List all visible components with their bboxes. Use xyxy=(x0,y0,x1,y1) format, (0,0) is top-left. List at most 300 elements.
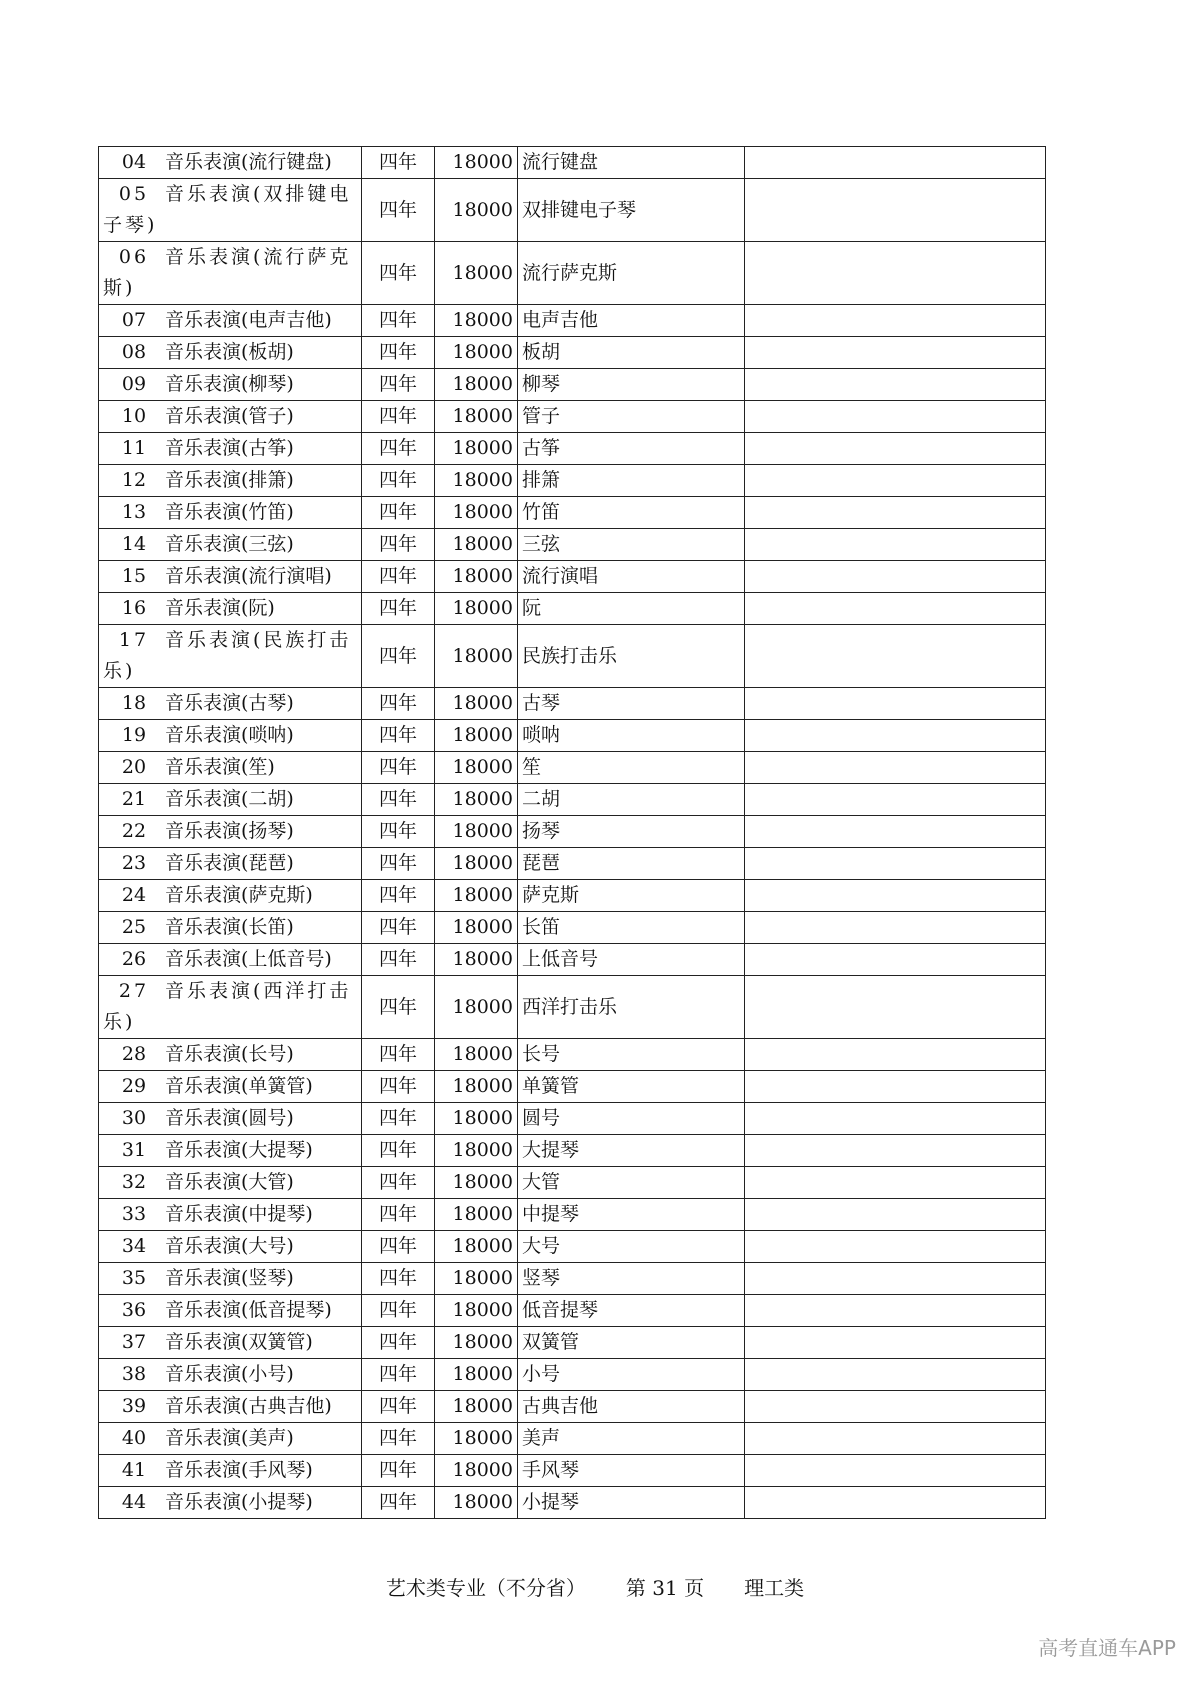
years-cell: 四年 xyxy=(362,720,435,752)
fee-cell: 18000 xyxy=(435,816,518,848)
fee-cell: 18000 xyxy=(435,880,518,912)
major-cell xyxy=(99,1263,362,1295)
years-cell: 四年 xyxy=(362,337,435,369)
years-cell: 四年 xyxy=(362,242,435,305)
table-row xyxy=(99,1231,1046,1263)
note-cell xyxy=(745,305,1046,337)
table-row xyxy=(99,1455,1046,1487)
years-cell: 四年 xyxy=(362,816,435,848)
fee-cell: 18000 xyxy=(435,1487,518,1519)
note-cell xyxy=(745,1039,1046,1071)
major-name: 音乐表演(西洋打击乐) xyxy=(103,980,352,1033)
note-cell xyxy=(745,1199,1046,1231)
major-name: 音乐表演(低音提琴) xyxy=(165,1299,332,1321)
fee-cell: 18000 xyxy=(435,784,518,816)
note-cell xyxy=(745,784,1046,816)
years-cell: 四年 xyxy=(362,369,435,401)
table-row xyxy=(99,720,1046,752)
years-cell: 四年 xyxy=(362,1391,435,1423)
major-code: 33 xyxy=(121,1203,147,1225)
major-cell xyxy=(99,242,362,305)
direction-cell: 流行演唱 xyxy=(518,561,745,593)
major-code: 13 xyxy=(121,501,147,523)
note-cell xyxy=(745,561,1046,593)
major-cell xyxy=(99,1103,362,1135)
major-name: 音乐表演(竖琴) xyxy=(165,1267,294,1289)
table-row xyxy=(99,625,1046,688)
fee-cell: 18000 xyxy=(435,305,518,337)
fee-cell: 18000 xyxy=(435,688,518,720)
fee-cell: 18000 xyxy=(435,465,518,497)
table-row xyxy=(99,1039,1046,1071)
major-cell xyxy=(99,147,362,179)
table-row xyxy=(99,242,1046,305)
direction-cell: 笙 xyxy=(518,752,745,784)
direction-cell: 扬琴 xyxy=(518,816,745,848)
major-code: 38 xyxy=(121,1363,147,1385)
direction-cell: 长笛 xyxy=(518,912,745,944)
major-cell xyxy=(99,1391,362,1423)
table-row xyxy=(99,1071,1046,1103)
direction-cell: 大提琴 xyxy=(518,1135,745,1167)
direction-cell: 竹笛 xyxy=(518,497,745,529)
note-cell xyxy=(745,401,1046,433)
major-name: 音乐表演(萨克斯) xyxy=(165,884,313,906)
direction-cell: 流行萨克斯 xyxy=(518,242,745,305)
major-code: 44 xyxy=(121,1491,147,1513)
major-code: 14 xyxy=(121,533,147,555)
note-cell xyxy=(745,433,1046,465)
major-cell xyxy=(99,1327,362,1359)
major-name: 音乐表演(美声) xyxy=(165,1427,294,1449)
note-cell xyxy=(745,752,1046,784)
note-cell xyxy=(745,1071,1046,1103)
table-row xyxy=(99,912,1046,944)
major-cell xyxy=(99,880,362,912)
note-cell xyxy=(745,1423,1046,1455)
direction-cell: 小号 xyxy=(518,1359,745,1391)
major-cell xyxy=(99,1359,362,1391)
direction-cell: 西洋打击乐 xyxy=(518,976,745,1039)
major-cell xyxy=(99,497,362,529)
years-cell: 四年 xyxy=(362,179,435,242)
years-cell: 四年 xyxy=(362,784,435,816)
direction-cell: 排箫 xyxy=(518,465,745,497)
fee-cell: 18000 xyxy=(435,147,518,179)
major-name: 音乐表演(长笛) xyxy=(165,916,294,938)
years-cell: 四年 xyxy=(362,625,435,688)
major-name: 音乐表演(小提琴) xyxy=(165,1491,313,1513)
major-name: 音乐表演(笙) xyxy=(165,756,275,778)
table-row xyxy=(99,465,1046,497)
table-row xyxy=(99,1263,1046,1295)
major-cell xyxy=(99,1039,362,1071)
major-cell xyxy=(99,1455,362,1487)
years-cell: 四年 xyxy=(362,1071,435,1103)
fee-cell: 18000 xyxy=(435,593,518,625)
years-cell: 四年 xyxy=(362,1359,435,1391)
major-cell xyxy=(99,1199,362,1231)
fee-cell: 18000 xyxy=(435,1071,518,1103)
major-name: 音乐表演(排箫) xyxy=(165,469,294,491)
major-cell xyxy=(99,720,362,752)
note-cell xyxy=(745,1455,1046,1487)
major-name: 音乐表演(圆号) xyxy=(165,1107,294,1129)
major-code: 39 xyxy=(121,1395,147,1417)
table-row xyxy=(99,337,1046,369)
major-code: 08 xyxy=(121,341,147,363)
years-cell: 四年 xyxy=(362,1327,435,1359)
note-cell xyxy=(745,1487,1046,1519)
direction-cell: 手风琴 xyxy=(518,1455,745,1487)
major-cell xyxy=(99,1167,362,1199)
table-row xyxy=(99,1359,1046,1391)
fee-cell: 18000 xyxy=(435,179,518,242)
major-code: 20 xyxy=(121,756,147,778)
major-name: 音乐表演(古琴) xyxy=(165,692,294,714)
note-cell xyxy=(745,816,1046,848)
table-row xyxy=(99,816,1046,848)
major-cell xyxy=(99,179,362,242)
table-row xyxy=(99,1327,1046,1359)
major-name: 音乐表演(流行键盘) xyxy=(165,151,332,173)
table-row xyxy=(99,1423,1046,1455)
fee-cell: 18000 xyxy=(435,1039,518,1071)
table-row xyxy=(99,784,1046,816)
major-code: 27 xyxy=(118,980,150,1002)
major-code: 04 xyxy=(121,151,147,173)
major-cell xyxy=(99,305,362,337)
note-cell xyxy=(745,147,1046,179)
note-cell xyxy=(745,1167,1046,1199)
years-cell: 四年 xyxy=(362,880,435,912)
major-code: 28 xyxy=(121,1043,147,1065)
major-code: 35 xyxy=(121,1267,147,1289)
major-code: 24 xyxy=(121,884,147,906)
major-code: 17 xyxy=(118,629,150,651)
major-code: 23 xyxy=(121,852,147,874)
major-cell xyxy=(99,1231,362,1263)
major-cell xyxy=(99,1487,362,1519)
fee-cell: 18000 xyxy=(435,848,518,880)
years-cell: 四年 xyxy=(362,912,435,944)
direction-cell: 板胡 xyxy=(518,337,745,369)
major-cell xyxy=(99,401,362,433)
major-code: 11 xyxy=(121,437,147,459)
major-cell xyxy=(99,593,362,625)
note-cell xyxy=(745,179,1046,242)
major-cell xyxy=(99,465,362,497)
years-cell: 四年 xyxy=(362,848,435,880)
direction-cell: 管子 xyxy=(518,401,745,433)
major-code: 31 xyxy=(121,1139,147,1161)
years-cell: 四年 xyxy=(362,1423,435,1455)
years-cell: 四年 xyxy=(362,1199,435,1231)
major-name: 音乐表演(双排键电子琴) xyxy=(103,183,352,236)
table-row xyxy=(99,561,1046,593)
direction-cell: 古筝 xyxy=(518,433,745,465)
note-cell xyxy=(745,369,1046,401)
fee-cell: 18000 xyxy=(435,1423,518,1455)
major-name: 音乐表演(板胡) xyxy=(165,341,294,363)
major-code: 21 xyxy=(121,788,147,810)
note-cell xyxy=(745,1135,1046,1167)
note-cell xyxy=(745,688,1046,720)
major-name: 音乐表演(大提琴) xyxy=(165,1139,313,1161)
years-cell: 四年 xyxy=(362,752,435,784)
major-name: 音乐表演(扬琴) xyxy=(165,820,294,842)
table-row xyxy=(99,1167,1046,1199)
direction-cell: 中提琴 xyxy=(518,1199,745,1231)
major-code: 34 xyxy=(121,1235,147,1257)
note-cell xyxy=(745,880,1046,912)
major-name: 音乐表演(古筝) xyxy=(165,437,294,459)
direction-cell: 大号 xyxy=(518,1231,745,1263)
table-row xyxy=(99,944,1046,976)
major-name: 音乐表演(手风琴) xyxy=(165,1459,313,1481)
direction-cell: 双簧管 xyxy=(518,1327,745,1359)
major-name: 音乐表演(管子) xyxy=(165,405,294,427)
direction-cell: 竖琴 xyxy=(518,1263,745,1295)
major-code: 12 xyxy=(121,469,147,491)
direction-cell: 琵琶 xyxy=(518,848,745,880)
direction-cell: 古琴 xyxy=(518,688,745,720)
major-code: 30 xyxy=(121,1107,147,1129)
major-code: 09 xyxy=(121,373,147,395)
direction-cell: 流行键盘 xyxy=(518,147,745,179)
major-name: 音乐表演(小号) xyxy=(165,1363,294,1385)
major-cell xyxy=(99,625,362,688)
years-cell: 四年 xyxy=(362,976,435,1039)
fee-cell: 18000 xyxy=(435,1455,518,1487)
major-cell xyxy=(99,561,362,593)
footer-page-number: 第 31 页 xyxy=(625,1576,705,1600)
table-row xyxy=(99,593,1046,625)
years-cell: 四年 xyxy=(362,1455,435,1487)
years-cell: 四年 xyxy=(362,529,435,561)
footer-category: 艺术类专业（不分省） xyxy=(385,1576,586,1600)
fee-cell: 18000 xyxy=(435,944,518,976)
note-cell xyxy=(745,912,1046,944)
fee-cell: 18000 xyxy=(435,625,518,688)
table-row xyxy=(99,752,1046,784)
table-row xyxy=(99,1487,1046,1519)
table-row xyxy=(99,880,1046,912)
major-name: 音乐表演(二胡) xyxy=(165,788,294,810)
fee-cell: 18000 xyxy=(435,242,518,305)
major-name: 音乐表演(大号) xyxy=(165,1235,294,1257)
page-footer xyxy=(0,1572,1190,1601)
fee-cell: 18000 xyxy=(435,720,518,752)
note-cell xyxy=(745,1295,1046,1327)
direction-cell: 大管 xyxy=(518,1167,745,1199)
note-cell xyxy=(745,720,1046,752)
major-cell xyxy=(99,337,362,369)
major-name: 音乐表演(三弦) xyxy=(165,533,294,555)
years-cell: 四年 xyxy=(362,1295,435,1327)
table-row xyxy=(99,848,1046,880)
years-cell: 四年 xyxy=(362,688,435,720)
fee-cell: 18000 xyxy=(435,369,518,401)
years-cell: 四年 xyxy=(362,1231,435,1263)
major-cell xyxy=(99,688,362,720)
note-cell xyxy=(745,976,1046,1039)
major-code: 07 xyxy=(121,309,147,331)
major-cell xyxy=(99,976,362,1039)
major-cell xyxy=(99,816,362,848)
major-name: 音乐表演(大管) xyxy=(165,1171,294,1193)
major-code: 19 xyxy=(121,724,147,746)
table-row xyxy=(99,529,1046,561)
note-cell xyxy=(745,944,1046,976)
fee-cell: 18000 xyxy=(435,1391,518,1423)
direction-cell: 低音提琴 xyxy=(518,1295,745,1327)
note-cell xyxy=(745,497,1046,529)
major-code: 29 xyxy=(121,1075,147,1097)
majors-table-body xyxy=(99,147,1046,1519)
direction-cell: 小提琴 xyxy=(518,1487,745,1519)
major-name: 音乐表演(中提琴) xyxy=(165,1203,313,1225)
major-cell xyxy=(99,369,362,401)
major-name: 音乐表演(单簧管) xyxy=(165,1075,313,1097)
direction-cell: 电声吉他 xyxy=(518,305,745,337)
direction-cell: 古典吉他 xyxy=(518,1391,745,1423)
direction-cell: 长号 xyxy=(518,1039,745,1071)
years-cell: 四年 xyxy=(362,593,435,625)
years-cell: 四年 xyxy=(362,1487,435,1519)
fee-cell: 18000 xyxy=(435,1295,518,1327)
major-code: 06 xyxy=(118,246,150,268)
major-cell xyxy=(99,912,362,944)
fee-cell: 18000 xyxy=(435,1135,518,1167)
fee-cell: 18000 xyxy=(435,561,518,593)
major-cell xyxy=(99,784,362,816)
major-cell xyxy=(99,433,362,465)
note-cell xyxy=(745,593,1046,625)
major-cell xyxy=(99,752,362,784)
major-cell xyxy=(99,1423,362,1455)
table-row xyxy=(99,1103,1046,1135)
table-row xyxy=(99,433,1046,465)
major-name: 音乐表演(柳琴) xyxy=(165,373,294,395)
major-name: 音乐表演(琵琶) xyxy=(165,852,294,874)
major-code: 41 xyxy=(121,1459,147,1481)
major-cell xyxy=(99,944,362,976)
direction-cell: 三弦 xyxy=(518,529,745,561)
fee-cell: 18000 xyxy=(435,433,518,465)
years-cell: 四年 xyxy=(362,1263,435,1295)
major-cell xyxy=(99,1135,362,1167)
note-cell xyxy=(745,337,1046,369)
table-row xyxy=(99,1295,1046,1327)
table-row xyxy=(99,147,1046,179)
fee-cell: 18000 xyxy=(435,752,518,784)
years-cell: 四年 xyxy=(362,1167,435,1199)
fee-cell: 18000 xyxy=(435,1231,518,1263)
note-cell xyxy=(745,529,1046,561)
fee-cell: 18000 xyxy=(435,976,518,1039)
fee-cell: 18000 xyxy=(435,1327,518,1359)
note-cell xyxy=(745,1391,1046,1423)
fee-cell: 18000 xyxy=(435,401,518,433)
table-row xyxy=(99,305,1046,337)
note-cell xyxy=(745,1103,1046,1135)
table-row xyxy=(99,688,1046,720)
major-name: 音乐表演(双簧管) xyxy=(165,1331,313,1353)
years-cell: 四年 xyxy=(362,1103,435,1135)
major-name: 音乐表演(民族打击乐) xyxy=(103,629,352,682)
major-name: 音乐表演(长号) xyxy=(165,1043,294,1065)
major-cell xyxy=(99,1295,362,1327)
direction-cell: 唢呐 xyxy=(518,720,745,752)
major-name: 音乐表演(唢呐) xyxy=(165,724,294,746)
major-name: 音乐表演(竹笛) xyxy=(165,501,294,523)
major-code: 05 xyxy=(118,183,150,205)
table-row xyxy=(99,369,1046,401)
note-cell xyxy=(745,1231,1046,1263)
years-cell: 四年 xyxy=(362,433,435,465)
major-code: 22 xyxy=(121,820,147,842)
table-row xyxy=(99,1135,1046,1167)
years-cell: 四年 xyxy=(362,147,435,179)
note-cell xyxy=(745,1327,1046,1359)
fee-cell: 18000 xyxy=(435,1167,518,1199)
major-code: 10 xyxy=(121,405,147,427)
major-code: 26 xyxy=(121,948,147,970)
fee-cell: 18000 xyxy=(435,912,518,944)
note-cell xyxy=(745,625,1046,688)
note-cell xyxy=(745,848,1046,880)
major-cell xyxy=(99,848,362,880)
direction-cell: 单簧管 xyxy=(518,1071,745,1103)
note-cell xyxy=(745,465,1046,497)
direction-cell: 民族打击乐 xyxy=(518,625,745,688)
years-cell: 四年 xyxy=(362,497,435,529)
years-cell: 四年 xyxy=(362,465,435,497)
years-cell: 四年 xyxy=(362,1039,435,1071)
direction-cell: 双排键电子琴 xyxy=(518,179,745,242)
years-cell: 四年 xyxy=(362,305,435,337)
direction-cell: 上低音号 xyxy=(518,944,745,976)
table-row xyxy=(99,1391,1046,1423)
major-code: 40 xyxy=(121,1427,147,1449)
major-code: 18 xyxy=(121,692,147,714)
years-cell: 四年 xyxy=(362,944,435,976)
major-code: 15 xyxy=(121,565,147,587)
fee-cell: 18000 xyxy=(435,1199,518,1231)
direction-cell: 美声 xyxy=(518,1423,745,1455)
major-name: 音乐表演(流行萨克斯) xyxy=(103,246,352,299)
table-row xyxy=(99,401,1046,433)
major-name: 音乐表演(阮) xyxy=(165,597,275,619)
table-row xyxy=(99,1199,1046,1231)
major-code: 32 xyxy=(121,1171,147,1193)
direction-cell: 阮 xyxy=(518,593,745,625)
years-cell: 四年 xyxy=(362,401,435,433)
direction-cell: 圆号 xyxy=(518,1103,745,1135)
watermark: 高考直通车APP xyxy=(1038,1636,1176,1660)
fee-cell: 18000 xyxy=(435,337,518,369)
major-cell xyxy=(99,1071,362,1103)
major-name: 音乐表演(电声吉他) xyxy=(165,309,332,331)
fee-cell: 18000 xyxy=(435,1263,518,1295)
table-row xyxy=(99,497,1046,529)
major-name: 音乐表演(古典吉他) xyxy=(165,1395,332,1417)
major-name: 音乐表演(上低音号) xyxy=(165,948,332,970)
major-name: 音乐表演(流行演唱) xyxy=(165,565,332,587)
fee-cell: 18000 xyxy=(435,497,518,529)
direction-cell: 萨克斯 xyxy=(518,880,745,912)
